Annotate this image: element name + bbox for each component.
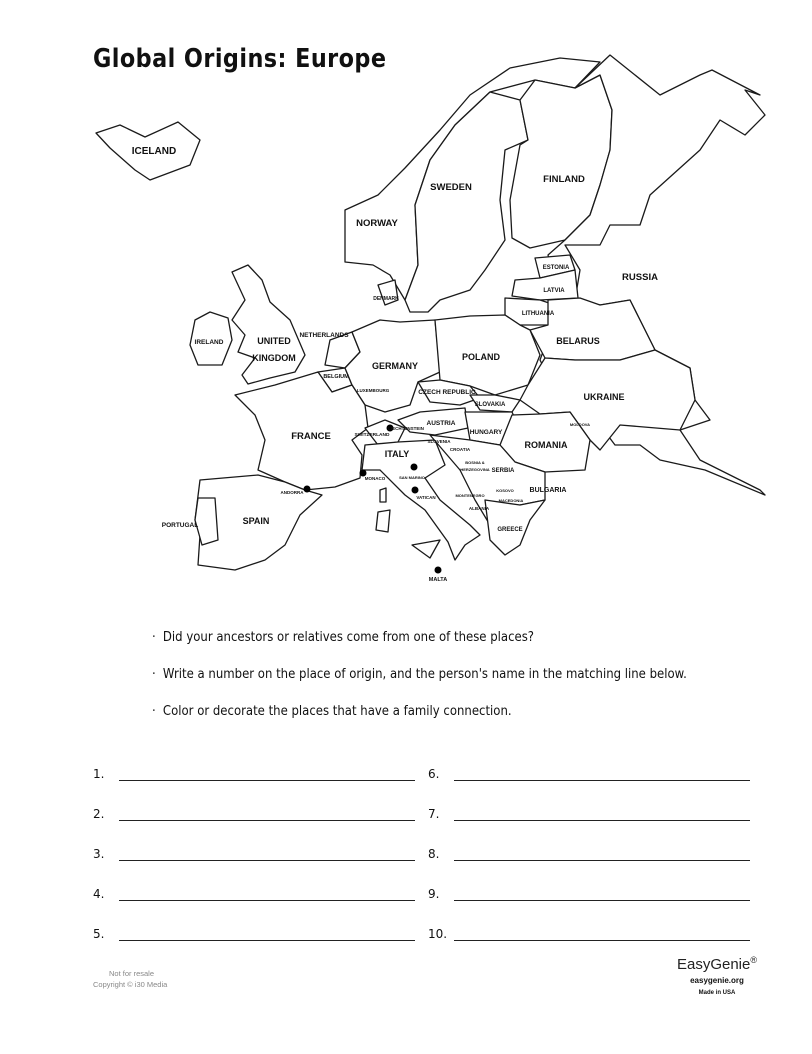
entry-line-10[interactable] bbox=[428, 926, 750, 941]
brand-name: EasyGenie bbox=[676, 956, 751, 973]
label-estonia: ESTONIA bbox=[542, 265, 570, 271]
instruction-item: · Did your ancestors or relatives come from one of these places? bbox=[152, 630, 687, 667]
portugal-shape[interactable] bbox=[195, 498, 218, 545]
write-line[interactable] bbox=[454, 806, 750, 821]
entry-line-4[interactable] bbox=[93, 886, 415, 901]
copyright: Copyright © i30 Media bbox=[93, 980, 168, 989]
label-andorra: ANDORRA bbox=[280, 490, 304, 495]
label-luxembourg: LUXEMBOURG bbox=[356, 388, 390, 393]
entry-line-8[interactable] bbox=[428, 846, 750, 861]
label-czech-republic: CZECH REPUBLIC bbox=[418, 389, 476, 396]
label-united-kingdom-1: UNITED bbox=[257, 336, 291, 346]
brand-logo bbox=[652, 955, 782, 973]
label-slovenia: SLOVENIA bbox=[427, 439, 451, 444]
label-iceland: ICELAND bbox=[131, 146, 177, 157]
label-denmark: DENMARK bbox=[373, 296, 399, 302]
registered-mark: ® bbox=[750, 955, 757, 965]
line-number: 1. bbox=[93, 767, 105, 781]
not-for-resale: Not for resale bbox=[109, 969, 155, 978]
entry-line-3[interactable] bbox=[93, 846, 415, 861]
label-finland: FINLAND bbox=[543, 174, 585, 185]
made-in: Made in USA bbox=[698, 990, 736, 996]
label-montenegro: MONTENEGRO bbox=[455, 493, 485, 498]
line-number: 6. bbox=[428, 767, 440, 781]
san-marino-dot[interactable] bbox=[411, 464, 418, 471]
write-line[interactable] bbox=[454, 846, 750, 861]
label-switzerland: SWITZERLAND bbox=[354, 433, 390, 438]
sardinia-shape[interactable] bbox=[376, 510, 390, 532]
entry-line-2[interactable] bbox=[93, 806, 415, 821]
label-monaco: MONACO bbox=[364, 476, 386, 481]
entry-line-9[interactable] bbox=[428, 886, 750, 901]
malta-dot[interactable] bbox=[435, 567, 442, 574]
write-line[interactable] bbox=[119, 926, 415, 941]
map-outlines bbox=[96, 55, 765, 570]
line-number: 10. bbox=[428, 927, 448, 941]
entry-line-7[interactable] bbox=[428, 806, 750, 821]
label-romania: ROMANIA bbox=[524, 440, 568, 450]
label-liechtenstein: LIECHTENSTEIN bbox=[388, 426, 424, 431]
write-line[interactable] bbox=[119, 766, 415, 781]
label-spain: SPAIN bbox=[242, 516, 270, 526]
label-norway: NORWAY bbox=[356, 218, 398, 229]
label-bulgaria: BULGARIA bbox=[529, 487, 567, 494]
label-portugal: PORTUGAL bbox=[161, 522, 199, 529]
vatican-dot[interactable] bbox=[412, 487, 419, 494]
write-line[interactable] bbox=[454, 926, 750, 941]
brand-url[interactable]: easygenie.org bbox=[690, 976, 744, 985]
label-kosovo: KOSOVO bbox=[496, 488, 514, 493]
instruction-item: · Write a number on the place of origin, and the person's name in the matching line below. bbox=[152, 667, 687, 704]
label-ukraine: UKRAINE bbox=[583, 392, 625, 402]
label-sweden: SWEDEN bbox=[430, 182, 472, 193]
label-italy: ITALY bbox=[384, 449, 410, 459]
label-serbia: SERBIA bbox=[491, 468, 515, 474]
entry-line-1[interactable] bbox=[93, 766, 415, 781]
label-malta: MALTA bbox=[428, 577, 448, 583]
label-moldova: MOLDOVA bbox=[569, 422, 591, 427]
label-hungary: HUNGARY bbox=[469, 429, 503, 436]
label-albania: ALBANIA bbox=[468, 506, 490, 511]
label-austria: AUSTRIA bbox=[426, 420, 456, 427]
label-germany: GERMANY bbox=[371, 361, 419, 371]
write-line[interactable] bbox=[454, 886, 750, 901]
entry-line-6[interactable] bbox=[428, 766, 750, 781]
write-line[interactable] bbox=[119, 886, 415, 901]
label-croatia: CROATIA bbox=[449, 447, 471, 452]
united-kingdom-shape[interactable] bbox=[232, 265, 305, 384]
label-united-kingdom-2: KINGDOM bbox=[252, 353, 296, 363]
label-poland: POLAND bbox=[462, 352, 500, 362]
write-line[interactable] bbox=[119, 846, 415, 861]
label-bosnia-2: HERZEGOVINA bbox=[460, 467, 490, 472]
sicily-shape[interactable] bbox=[412, 540, 440, 558]
label-slovakia: SLOVAKIA bbox=[474, 402, 506, 408]
instruction-item: · Color or decorate the places that have a family connection. bbox=[152, 704, 687, 741]
line-number: 8. bbox=[428, 847, 440, 861]
belarus-shape[interactable] bbox=[530, 298, 655, 360]
label-ireland: IRELAND bbox=[194, 339, 224, 346]
label-bosnia-1: BOSNIA & bbox=[465, 460, 485, 465]
label-belarus: BELARUS bbox=[556, 336, 600, 346]
label-netherlands: NETHERLANDS bbox=[299, 332, 349, 339]
label-latvia: LATVIA bbox=[543, 288, 565, 294]
line-number: 9. bbox=[428, 887, 440, 901]
label-vatican: VATICAN bbox=[416, 495, 436, 500]
label-san-marino: SAN MARINO bbox=[399, 475, 425, 480]
label-belgium: BELGIUM bbox=[323, 374, 349, 380]
instructions-list bbox=[152, 630, 746, 741]
write-line[interactable] bbox=[454, 766, 750, 781]
label-greece: GREECE bbox=[497, 527, 523, 533]
line-number: 2. bbox=[93, 807, 105, 821]
corsica-shape[interactable] bbox=[380, 488, 386, 502]
line-number: 3. bbox=[93, 847, 105, 861]
label-lithuania: LITHUANIA bbox=[521, 311, 555, 317]
andorra-dot[interactable] bbox=[304, 486, 311, 493]
entry-line-5[interactable] bbox=[93, 926, 415, 941]
write-line[interactable] bbox=[119, 806, 415, 821]
label-france: FRANCE bbox=[291, 431, 331, 442]
brand-block bbox=[652, 955, 782, 996]
label-russia: RUSSIA bbox=[622, 272, 658, 283]
line-number: 7. bbox=[428, 807, 440, 821]
line-number: 5. bbox=[93, 927, 105, 941]
page-title: Global Origins: Europe bbox=[93, 44, 387, 74]
line-number: 4. bbox=[93, 887, 105, 901]
label-macedonia: MACEDONIA bbox=[498, 498, 524, 503]
footer-legal bbox=[93, 968, 167, 990]
